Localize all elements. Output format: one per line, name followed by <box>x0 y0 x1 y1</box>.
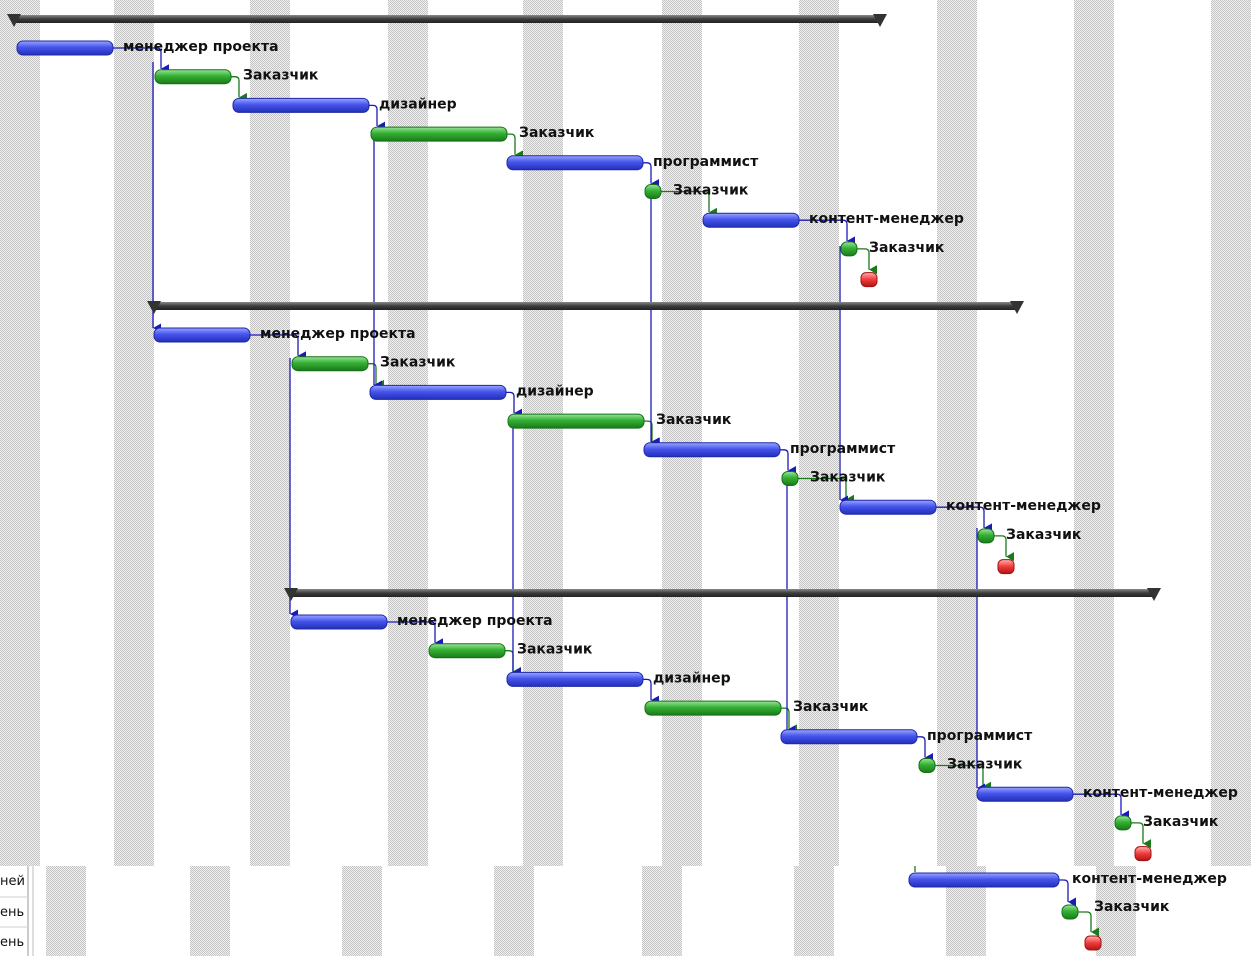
work-task-bar[interactable] <box>840 500 936 514</box>
task-label: Заказчик <box>1143 813 1219 830</box>
task-label: дизайнер <box>379 96 457 113</box>
task-label: Заказчик <box>380 354 456 371</box>
client-review-bar[interactable] <box>978 529 994 543</box>
work-task-bar[interactable] <box>154 328 250 342</box>
finish-milestone-icon[interactable] <box>998 560 1014 574</box>
dependency-link <box>1059 880 1068 902</box>
non-working-day-stripe <box>1074 0 1114 866</box>
non-working-day-stripe <box>250 0 290 866</box>
work-task-bar[interactable] <box>17 41 113 55</box>
dependency-link <box>369 105 377 126</box>
non-working-day-stripe <box>114 0 154 866</box>
task-label: Заказчик <box>869 239 945 256</box>
task-label: программист <box>927 727 1033 744</box>
work-task-bar[interactable] <box>291 615 387 629</box>
client-review-bar[interactable] <box>292 357 368 371</box>
task-label: Заказчик <box>793 699 869 716</box>
task-label: контент-менеджер <box>946 498 1101 515</box>
client-review-bar[interactable] <box>645 701 781 715</box>
non-working-day-stripe <box>494 866 534 956</box>
task-list-cell: ень <box>0 905 25 920</box>
dependency-link <box>505 651 513 672</box>
non-working-day-stripe <box>342 866 382 956</box>
client-review-bar[interactable] <box>1115 816 1131 830</box>
non-working-day-stripe <box>0 0 40 866</box>
work-task-bar[interactable] <box>507 156 643 170</box>
work-task-bar[interactable] <box>233 98 369 112</box>
dependency-link <box>368 364 376 385</box>
work-task-bar[interactable] <box>781 730 917 744</box>
dependency-link <box>231 77 239 98</box>
dependency-link <box>781 708 789 729</box>
finish-milestone-icon[interactable] <box>1085 936 1101 950</box>
non-working-day-stripe <box>794 866 834 956</box>
client-review-bar[interactable] <box>508 414 644 428</box>
client-review-bar[interactable] <box>645 185 661 199</box>
task-label: менеджер проекта <box>260 326 416 342</box>
task-label: контент-менеджер <box>1083 785 1238 802</box>
task-bars <box>7 14 1161 950</box>
task-label: Заказчик <box>243 67 319 84</box>
dependency-link <box>1078 912 1091 932</box>
task-list-cell: ень <box>0 935 25 950</box>
task-label: Заказчик <box>656 412 732 429</box>
non-working-day-stripe <box>1211 0 1251 866</box>
work-task-bar[interactable] <box>507 672 643 686</box>
task-label: Заказчик <box>810 469 886 486</box>
work-task-bar[interactable] <box>909 873 1059 887</box>
dependency-link <box>917 737 925 758</box>
non-working-day-stripe <box>642 866 682 956</box>
task-label: Заказчик <box>1094 899 1170 915</box>
dependency-link <box>506 392 514 413</box>
client-review-bar[interactable] <box>429 644 505 658</box>
task-label: дизайнер <box>653 670 731 687</box>
finish-milestone-icon[interactable] <box>1135 847 1151 861</box>
task-list-cell: ней <box>0 874 25 889</box>
dependency-link <box>507 134 515 155</box>
work-task-bar[interactable] <box>644 443 780 457</box>
work-task-bar[interactable] <box>977 787 1073 801</box>
task-list-panel <box>0 866 33 956</box>
dependency-link <box>643 163 651 184</box>
task-label: Заказчик <box>673 182 749 199</box>
task-label: менеджер проекта <box>397 613 553 629</box>
dependency-link <box>643 679 651 700</box>
task-label: Заказчик <box>1006 526 1082 543</box>
task-label: программист <box>790 440 896 457</box>
task-label: программист <box>653 153 759 170</box>
client-review-bar[interactable] <box>155 70 231 84</box>
client-review-bar[interactable] <box>1062 905 1078 919</box>
non-working-day-stripe <box>46 866 86 956</box>
task-label: контент-менеджер <box>809 211 964 228</box>
client-review-bar[interactable] <box>841 242 857 256</box>
dependency-link <box>994 536 1006 557</box>
non-working-day-stripe <box>190 866 230 956</box>
task-label: дизайнер <box>516 383 594 400</box>
work-task-bar[interactable] <box>370 385 506 399</box>
client-review-bar[interactable] <box>919 759 935 773</box>
finish-milestone-icon[interactable] <box>861 273 877 287</box>
task-label: менеджер проекта <box>123 39 279 55</box>
task-label: Заказчик <box>517 641 593 658</box>
dependency-link <box>780 450 788 471</box>
task-label: Заказчик <box>947 756 1023 773</box>
dependency-link <box>1131 823 1143 844</box>
task-label: Заказчик <box>519 125 595 142</box>
work-task-bar[interactable] <box>703 213 799 227</box>
non-working-day-stripe <box>662 0 702 866</box>
task-label: контент-менеджер <box>1072 871 1227 887</box>
client-review-bar[interactable] <box>371 127 507 141</box>
dependency-link <box>857 249 869 270</box>
client-review-bar[interactable] <box>782 472 798 486</box>
